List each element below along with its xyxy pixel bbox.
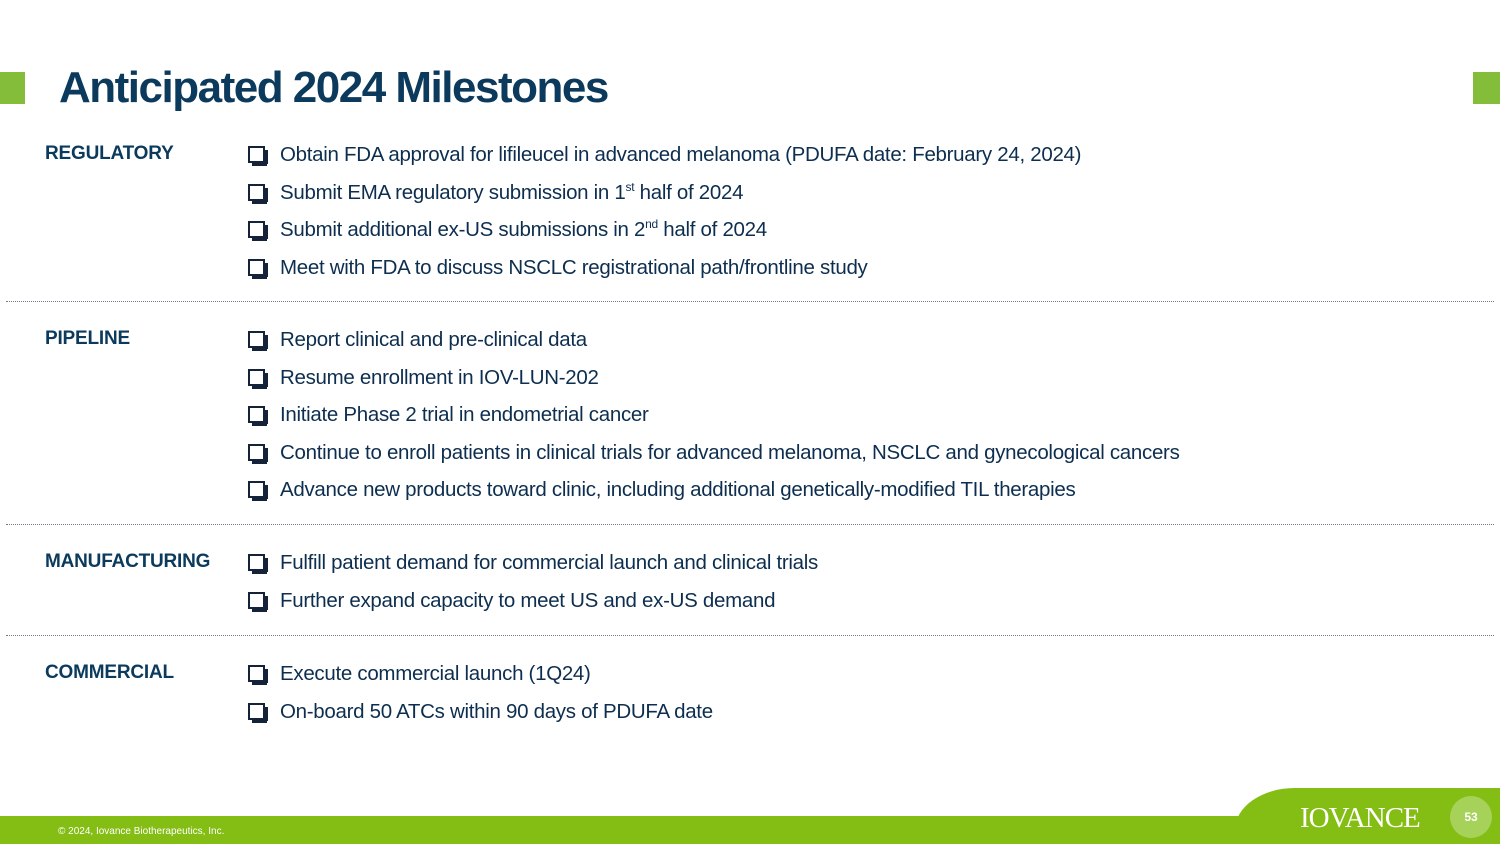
checkbox-icon	[248, 259, 265, 276]
checkbox-icon	[248, 369, 265, 386]
milestone-text: Continue to enroll patients in clinical trials for advanced melanoma, NSCLC and gynecological cancers	[280, 440, 1180, 464]
milestone-text: On-board 50 ATCs within 90 days of PDUFA date	[280, 699, 713, 723]
milestone-text: Submit EMA regulatory submission in 1st half of 2024	[280, 179, 744, 204]
checkbox-icon	[248, 406, 265, 423]
ordinal-suffix: st	[625, 179, 635, 194]
page-number: 53	[1464, 810, 1478, 824]
right-accent-block	[1473, 72, 1500, 104]
checkbox-icon	[248, 592, 265, 609]
section-divider	[6, 635, 1494, 636]
milestone-text: Execute commercial launch (1Q24)	[280, 662, 591, 685]
checkbox-icon	[248, 665, 265, 682]
milestone-text: Fulfill patient demand for commercial launch and clinical trials	[280, 551, 818, 574]
milestone-text: Report clinical and pre-clinical data	[280, 328, 587, 351]
ordinal-suffix: nd	[645, 217, 658, 231]
milestone-text: Further expand capacity to meet US and ex-US demand	[280, 588, 776, 612]
milestone-text: Submit additional ex-US submissions in 2nd half of 2024	[280, 217, 767, 241]
checkbox-icon	[248, 221, 265, 238]
page-number-badge	[1450, 796, 1492, 838]
section-label-manufacturing: MANUFACTURING	[45, 551, 211, 572]
checkbox-icon	[248, 554, 265, 571]
milestone-text: Resume enrollment in IOV-LUN-202	[280, 365, 599, 389]
section-label-regulatory: REGULATORY	[45, 143, 174, 164]
checkbox-icon	[248, 331, 265, 348]
section-divider	[6, 301, 1494, 302]
milestone-text: Initiate Phase 2 trial in endometrial cancer	[280, 403, 649, 426]
checkbox-icon	[248, 703, 265, 720]
milestone-text: Meet with FDA to discuss NSCLC registrational path/frontline study	[280, 255, 868, 279]
checkbox-icon	[248, 444, 265, 461]
copyright-text: © 2024, Iovance Biotherapeutics, Inc.	[58, 826, 225, 837]
section-label-commercial: COMMERCIAL	[45, 662, 174, 683]
checkbox-icon	[248, 481, 265, 498]
slide-title: Anticipated 2024 Milestones	[59, 63, 608, 112]
left-accent-block	[0, 72, 25, 104]
checkbox-icon	[248, 184, 265, 201]
milestone-text: Advance new products toward clinic, including additional genetically-modified TIL therapies	[280, 478, 1076, 501]
checkbox-icon	[248, 146, 265, 163]
milestone-text: Obtain FDA approval for lifileucel in advanced melanoma (PDUFA date: February 24, 2024)	[280, 143, 1082, 166]
section-label-pipeline: PIPELINE	[45, 328, 130, 349]
section-divider	[6, 524, 1494, 525]
iovance-logo: IOVANCE	[1300, 802, 1420, 834]
